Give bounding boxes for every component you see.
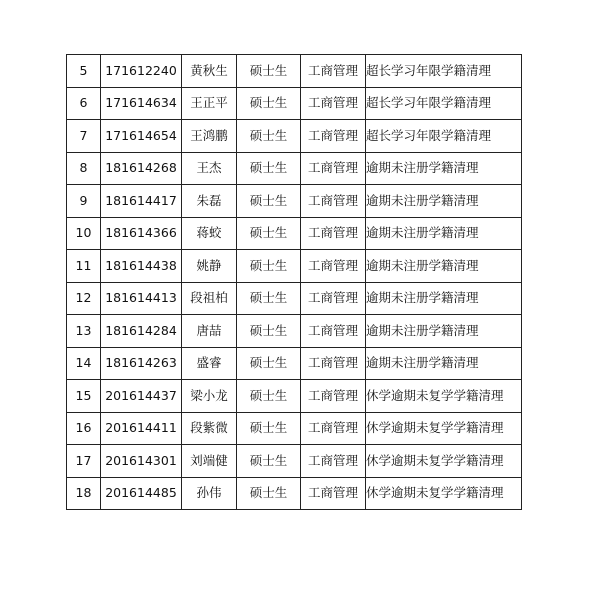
table-row (67, 120, 522, 153)
student-id: 181614417 (101, 185, 182, 218)
table-row (67, 152, 522, 185)
major-name: 工商管理 (301, 315, 366, 348)
table-row (67, 445, 522, 478)
student-name: 盛睿 (182, 347, 237, 380)
student-name: 黄秋生 (182, 55, 237, 88)
table-row (67, 217, 522, 250)
student-name: 刘端健 (182, 445, 237, 478)
clearance-reason: 超长学习年限学籍清理 (366, 120, 522, 153)
degree-type: 硕士生 (237, 152, 301, 185)
student-name: 唐喆 (182, 315, 237, 348)
degree-type: 硕士生 (237, 185, 301, 218)
major-name: 工商管理 (301, 477, 366, 510)
clearance-reason: 休学逾期未复学学籍清理 (366, 412, 522, 445)
major-name: 工商管理 (301, 185, 366, 218)
clearance-reason: 休学逾期未复学学籍清理 (366, 380, 522, 413)
student-name: 朱磊 (182, 185, 237, 218)
student-id: 171614654 (101, 120, 182, 153)
student-name: 段紫微 (182, 412, 237, 445)
student-id: 201614485 (101, 477, 182, 510)
table-row (67, 347, 522, 380)
student-name: 王杰 (182, 152, 237, 185)
clearance-reason: 逾期未注册学籍清理 (366, 250, 522, 283)
table-row (67, 185, 522, 218)
student-id: 181614284 (101, 315, 182, 348)
row-index: 14 (67, 347, 101, 380)
row-index: 5 (67, 55, 101, 88)
student-name: 王正平 (182, 87, 237, 120)
row-index: 10 (67, 217, 101, 250)
clearance-reason: 逾期未注册学籍清理 (366, 217, 522, 250)
major-name: 工商管理 (301, 55, 366, 88)
row-index: 9 (67, 185, 101, 218)
table-row (67, 282, 522, 315)
row-index: 12 (67, 282, 101, 315)
student-name: 孙伟 (182, 477, 237, 510)
student-id: 181614366 (101, 217, 182, 250)
degree-type: 硕士生 (237, 250, 301, 283)
student-id: 181614268 (101, 152, 182, 185)
row-index: 17 (67, 445, 101, 478)
degree-type: 硕士生 (237, 217, 301, 250)
records-body (67, 55, 522, 510)
row-index: 15 (67, 380, 101, 413)
student-id: 181614263 (101, 347, 182, 380)
clearance-reason: 逾期未注册学籍清理 (366, 315, 522, 348)
row-index: 13 (67, 315, 101, 348)
student-id: 181614438 (101, 250, 182, 283)
degree-type: 硕士生 (237, 477, 301, 510)
student-name: 段祖柏 (182, 282, 237, 315)
degree-type: 硕士生 (237, 412, 301, 445)
row-index: 16 (67, 412, 101, 445)
table-row (67, 315, 522, 348)
degree-type: 硕士生 (237, 282, 301, 315)
table-row (67, 477, 522, 510)
major-name: 工商管理 (301, 120, 366, 153)
table-row (67, 412, 522, 445)
student-name: 姚静 (182, 250, 237, 283)
student-id: 201614437 (101, 380, 182, 413)
clearance-reason: 逾期未注册学籍清理 (366, 347, 522, 380)
student-id: 181614413 (101, 282, 182, 315)
student-id: 171612240 (101, 55, 182, 88)
major-name: 工商管理 (301, 250, 366, 283)
degree-type: 硕士生 (237, 347, 301, 380)
major-name: 工商管理 (301, 380, 366, 413)
row-index: 6 (67, 87, 101, 120)
major-name: 工商管理 (301, 412, 366, 445)
student-id: 171614634 (101, 87, 182, 120)
major-name: 工商管理 (301, 282, 366, 315)
table-row (67, 380, 522, 413)
clearance-reason: 逾期未注册学籍清理 (366, 282, 522, 315)
major-name: 工商管理 (301, 445, 366, 478)
student-id: 201614301 (101, 445, 182, 478)
table-row (67, 250, 522, 283)
major-name: 工商管理 (301, 87, 366, 120)
student-name: 蒋蛟 (182, 217, 237, 250)
degree-type: 硕士生 (237, 380, 301, 413)
clearance-reason: 逾期未注册学籍清理 (366, 152, 522, 185)
clearance-reason: 超长学习年限学籍清理 (366, 87, 522, 120)
clearance-reason: 休学逾期未复学学籍清理 (366, 445, 522, 478)
row-index: 8 (67, 152, 101, 185)
row-index: 18 (67, 477, 101, 510)
student-id: 201614411 (101, 412, 182, 445)
degree-type: 硕士生 (237, 315, 301, 348)
degree-type: 硕士生 (237, 445, 301, 478)
student-name: 梁小龙 (182, 380, 237, 413)
clearance-reason: 超长学习年限学籍清理 (366, 55, 522, 88)
row-index: 7 (67, 120, 101, 153)
student-name: 王鸿鹏 (182, 120, 237, 153)
student-records-table (66, 54, 522, 510)
major-name: 工商管理 (301, 347, 366, 380)
degree-type: 硕士生 (237, 55, 301, 88)
major-name: 工商管理 (301, 152, 366, 185)
row-index: 11 (67, 250, 101, 283)
clearance-reason: 休学逾期未复学学籍清理 (366, 477, 522, 510)
clearance-reason: 逾期未注册学籍清理 (366, 185, 522, 218)
table-row (67, 87, 522, 120)
degree-type: 硕士生 (237, 87, 301, 120)
major-name: 工商管理 (301, 217, 366, 250)
table-row (67, 55, 522, 88)
degree-type: 硕士生 (237, 120, 301, 153)
